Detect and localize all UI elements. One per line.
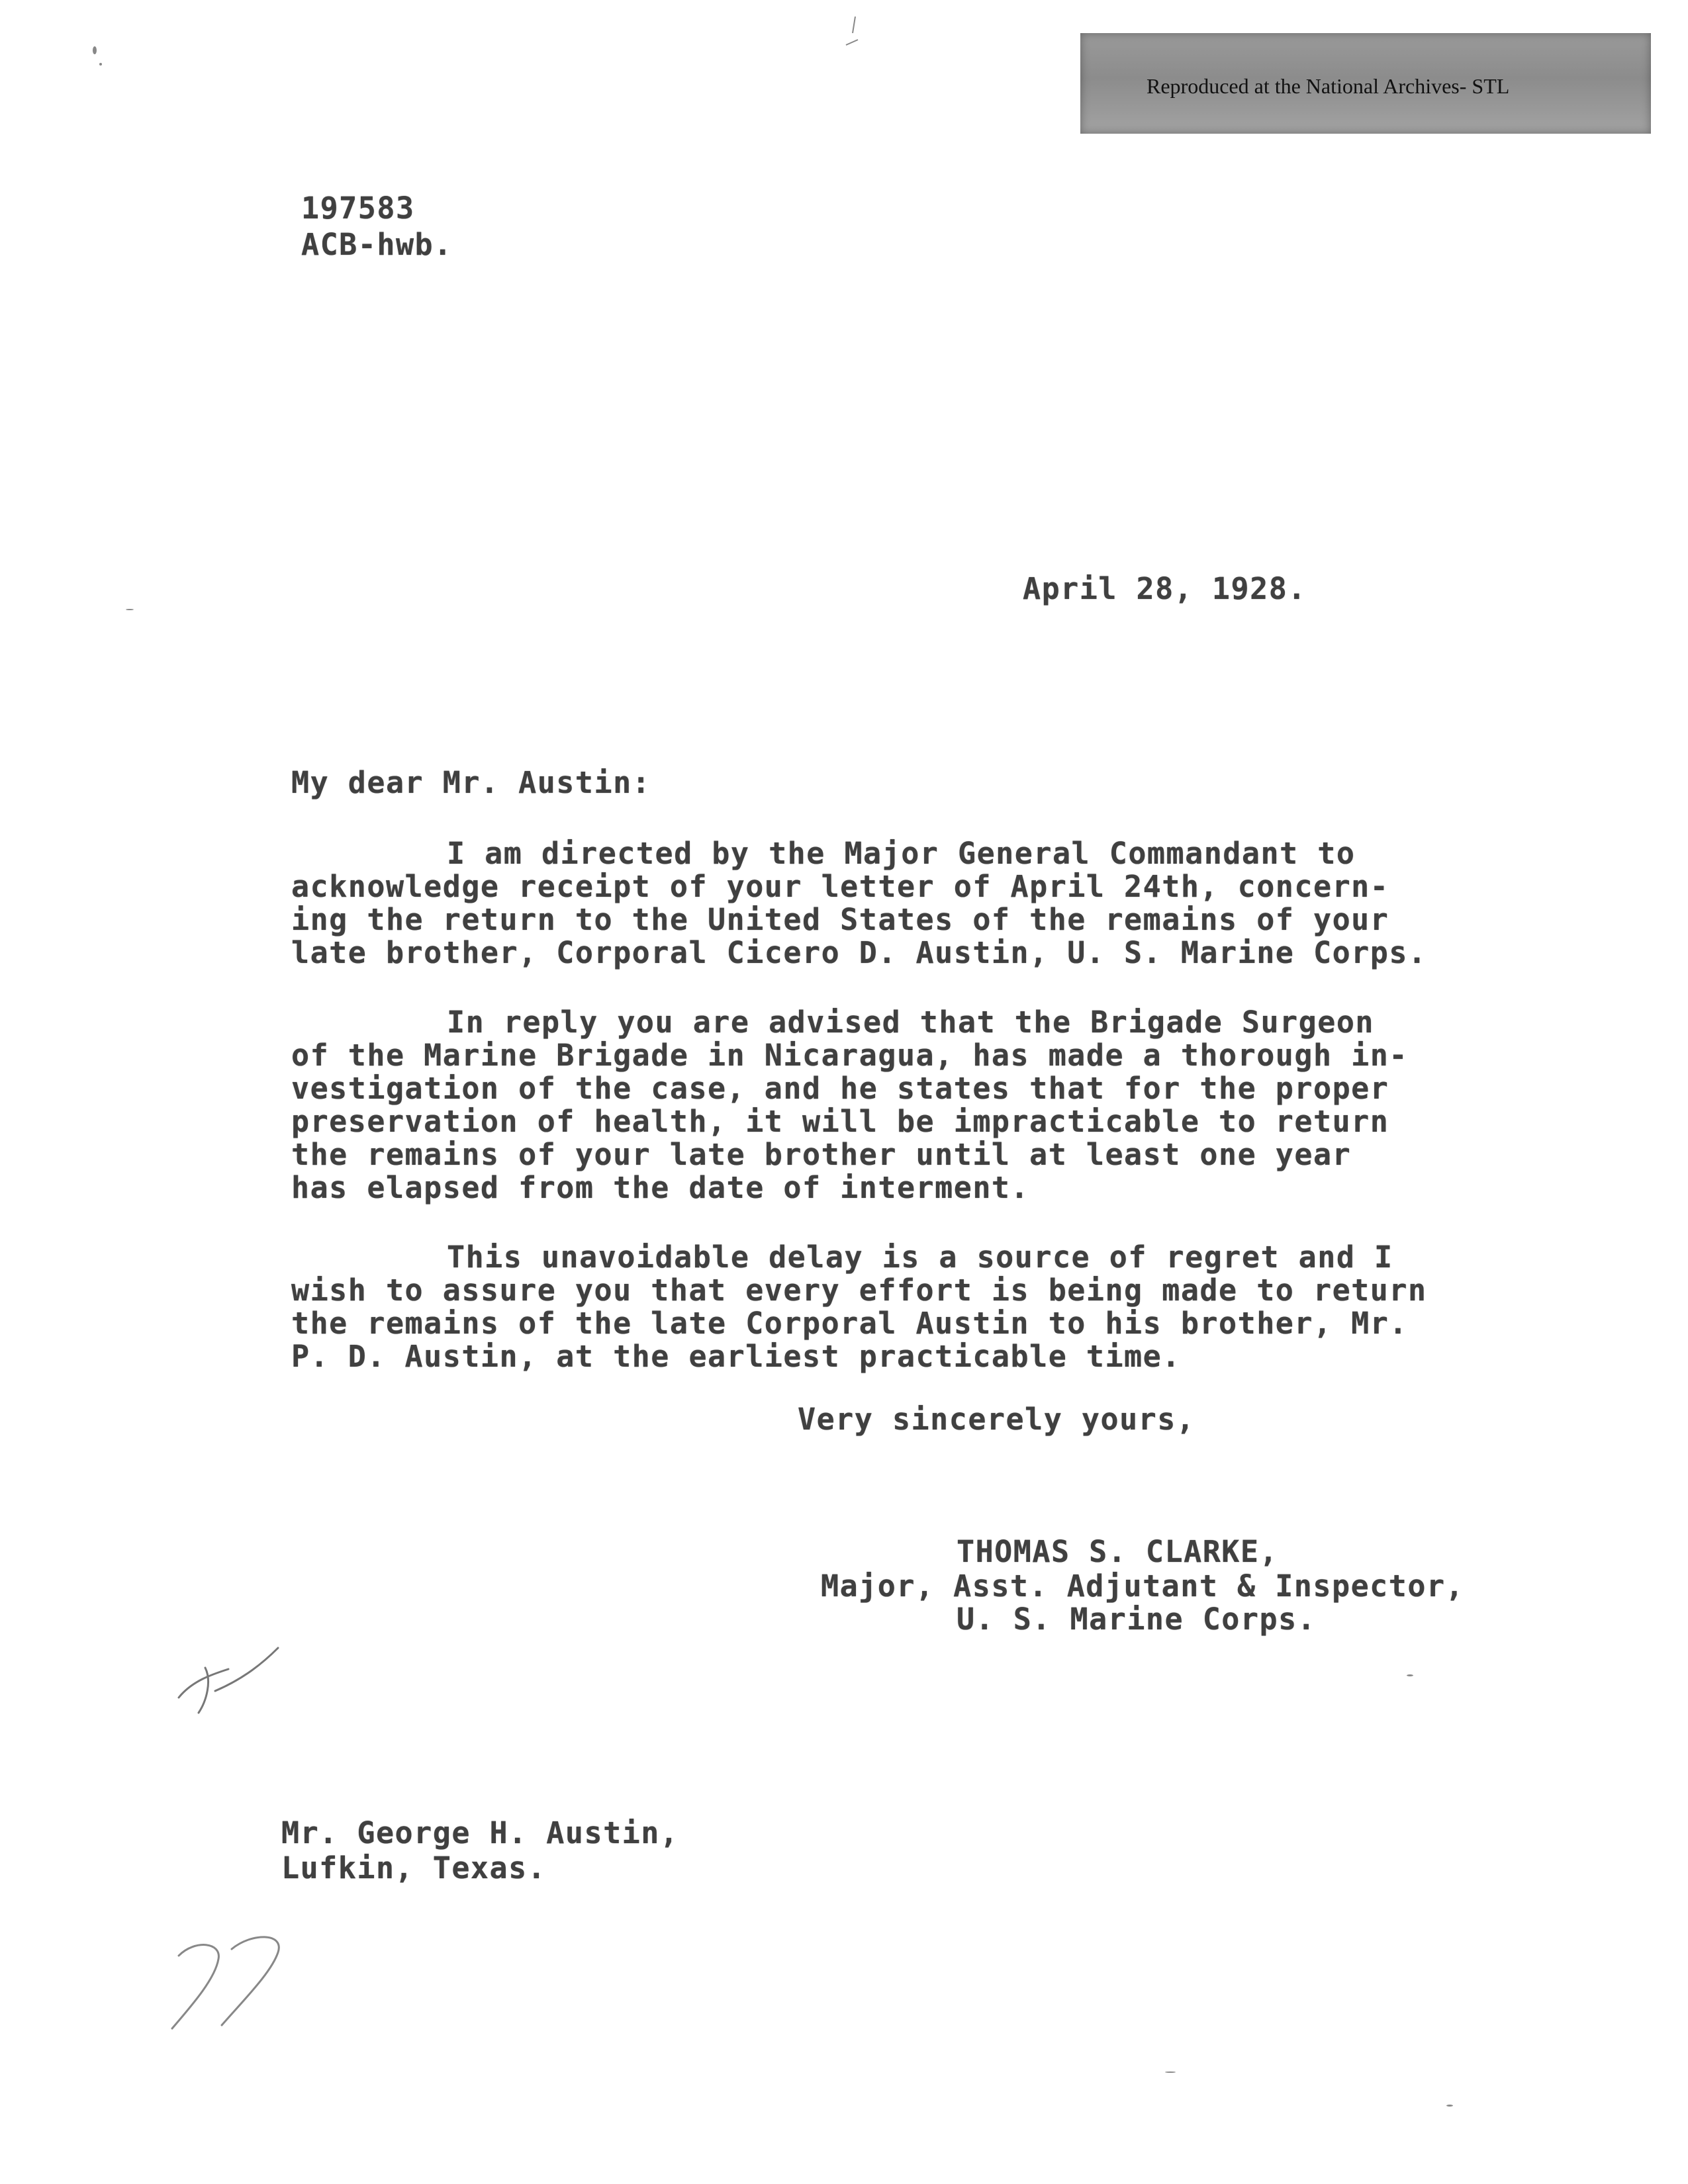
paragraph-1-line-3: ing the return to the United States of the remains of your [291, 902, 1389, 937]
recipient-name: Mr. George H. Austin, [281, 1815, 679, 1850]
archives-stamp [1080, 33, 1651, 134]
scan-speck [99, 63, 102, 66]
paragraph-2-line-5: the remains of your late brother until at least one year [291, 1137, 1352, 1172]
paragraph-3-line-3: the remains of the late Corporal Austin to his brother, Mr. [291, 1306, 1408, 1341]
paragraph-1-line-4: late brother, Corporal Cicero D. Austin, U. S. Marine Corps. [291, 935, 1427, 970]
archives-stamp-text: Reproduced at the National Archives- STL [1147, 74, 1510, 98]
paragraph-2-line-2: of the Marine Brigade in Nicaragua, has made a thorough in- [291, 1038, 1408, 1073]
paragraph-2-line-4: preservation of health, it will be impracticable to return [291, 1104, 1389, 1139]
scan-speck [1407, 1674, 1413, 1676]
closing: Very sincerely yours, [798, 1402, 1196, 1437]
paragraph-2-line-3: vestigation of the case, and he states that for the proper [291, 1071, 1389, 1106]
salutation: My dear Mr. Austin: [291, 765, 651, 800]
signature-name: THOMAS S. CLARKE, [957, 1534, 1279, 1569]
letter-date: April 28, 1928. [1023, 571, 1307, 606]
paragraph-1-line-1: I am directed by the Major General Commandant to [447, 836, 1356, 871]
scan-speck [1165, 2071, 1176, 2073]
signature-org: U. S. Marine Corps. [957, 1602, 1317, 1637]
recipient-location: Lufkin, Texas. [281, 1850, 547, 1886]
paragraph-2-line-6: has elapsed from the date of interment. [291, 1170, 1030, 1205]
pencil-mark-number [159, 1919, 318, 2038]
pencil-mark-initials [165, 1628, 298, 1734]
paragraph-3-line-4: P. D. Austin, at the earliest practicable time. [291, 1339, 1181, 1374]
scan-speck [126, 609, 134, 610]
file-initials: ACB-hwb. [301, 227, 453, 262]
file-number: 197583 [301, 191, 415, 226]
signature-title: Major, Asst. Adjutant & Inspector, [821, 1569, 1465, 1604]
pencil-tick [841, 13, 867, 53]
paragraph-2-line-1: In reply you are advised that the Brigade Surgeon [447, 1005, 1375, 1040]
paragraph-3-line-1: This unavoidable delay is a source of regret and I [447, 1240, 1393, 1275]
scan-speck [1446, 2105, 1453, 2107]
scan-speck [93, 46, 97, 54]
paragraph-1-line-2: acknowledge receipt of your letter of April 24th, concern- [291, 869, 1389, 904]
paragraph-3-line-2: wish to assure you that every effort is being made to return [291, 1273, 1427, 1308]
